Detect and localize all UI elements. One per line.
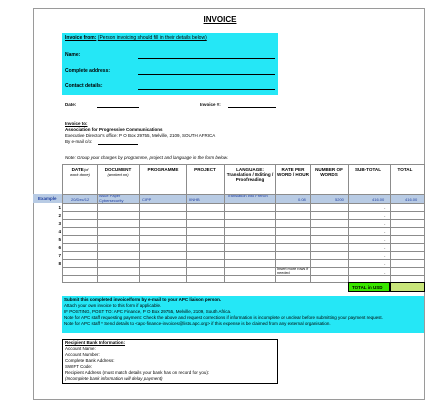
grid-row-line [62, 211, 424, 212]
example-programme: CIPP [142, 197, 152, 202]
note-line-3: IF POSTING, POST TO: APC Finance, P O Box 29755, Melville, 2109, South Africa. [64, 309, 232, 314]
invoice-to-email-label: By e-mail c/o: [65, 139, 93, 144]
column-header-words: NUMBER OF WORDS [315, 167, 343, 177]
column-header-date-title: DATE [71, 167, 84, 172]
invoice-title: INVOICE [203, 15, 237, 24]
row-subtotal: - [384, 221, 386, 226]
bank-account-name: Account Name: [65, 346, 96, 351]
column-header-programme: PROGRAMME [147, 167, 179, 172]
address-label: Complete address: [65, 68, 111, 74]
grid-row-line [62, 203, 424, 204]
bank-recipient-address: Recipient Address (must match details your bank has on record for you): [65, 370, 210, 375]
column-header-language: LANGUAGE: Translation / Editing / Proofreading [226, 167, 274, 182]
grid-row-line [62, 243, 424, 244]
row-number: 4 [58, 229, 61, 234]
bank-account-number: Account Number: [65, 352, 100, 357]
invoice-from-note: (Person invoicing should fill in their details below) [97, 35, 207, 41]
column-header-document-sub: (worked on) [107, 172, 129, 177]
bank-heading: Recipient Bank Information: [65, 340, 126, 345]
grid-row-line [62, 251, 424, 252]
grid-column-line [139, 164, 140, 282]
row-number: 3 [58, 221, 61, 226]
row-subtotal: - [384, 261, 386, 266]
grid-column-line [62, 164, 63, 282]
grid-row-line [62, 227, 424, 228]
example-document: Issue Paper Cybersecurity [99, 193, 124, 203]
bank-warning: (Incomplete bank information will delay payment) [65, 376, 163, 381]
grid-row-line [62, 267, 424, 268]
row-subtotal: - [384, 213, 386, 218]
example-total: 416.00 [405, 197, 418, 202]
grid-row-line [62, 235, 424, 236]
row-number: 7 [58, 253, 61, 258]
row-number: 2 [58, 213, 61, 218]
contact-field[interactable] [138, 89, 275, 90]
grid-column-line [310, 164, 311, 282]
example-project: IINHB [189, 197, 200, 202]
row-number: 5 [58, 237, 61, 242]
row-subtotal: - [384, 229, 386, 234]
grid-row-line [62, 164, 424, 165]
column-header-subtotal: SUB-TOTAL [354, 167, 382, 172]
invoice-number-label: Invoice #: [200, 102, 221, 107]
invoice-from-label: Invoice from: [65, 35, 97, 41]
column-header-date-suffix: (of [83, 167, 89, 172]
note-line-5: Note for APC staff * Send details to <apc-finance-invoices@lists.apc.org> if this expense is be claimed from any external organisation. [64, 321, 331, 326]
invoice-to-heading: Invoice to: [65, 121, 88, 126]
example-label: Example [38, 196, 57, 201]
grouping-note: Note: Group your charges by programme, project and language in the form below. [65, 155, 229, 160]
row-number: 1 [58, 205, 61, 210]
grid-column-line [97, 164, 98, 282]
grid-column-line [424, 164, 425, 282]
example-subtotal: 416.00 [372, 197, 385, 202]
date-field[interactable] [97, 107, 139, 108]
grid-column-line [224, 164, 225, 282]
column-header-document [98, 167, 138, 177]
grid-column-line [275, 164, 276, 282]
column-header-document-title: DOCUMENT [104, 167, 132, 172]
column-header-project: PROJECT [194, 167, 216, 172]
grid-column-line [348, 164, 349, 282]
row-subtotal: - [384, 253, 386, 258]
grid-row-line [62, 275, 424, 276]
example-language: Translation into French [227, 193, 268, 198]
bank-address: Complete Bank Address: [65, 358, 115, 363]
total-label: TOTAL in USD [348, 282, 390, 292]
note-line-4: Note for APC staff requesting payment: Check the above and request corrections if information is incomplete or unclear before submitting your payment request. [64, 315, 383, 320]
address-field[interactable] [138, 74, 275, 75]
example-rate: 0.08 [298, 197, 306, 202]
column-header-total: TOTAL [397, 167, 413, 172]
row-number: 8 [58, 261, 61, 266]
note-line-1: Submit this completed invoice/form by e-mail to your APC liaison person. [64, 297, 222, 302]
date-label: Date: [65, 102, 77, 107]
grid-row-line [62, 194, 424, 195]
grid-row-line [62, 219, 424, 220]
insert-rows-note: Insert more rows if needed [277, 267, 309, 275]
name-label: Name: [65, 52, 81, 58]
column-header-date [64, 167, 96, 177]
grid-row-line [62, 259, 424, 260]
row-number: 6 [58, 245, 61, 250]
invoice-number-field[interactable] [228, 107, 276, 108]
bank-swift: SWIFT Code: [65, 364, 93, 369]
grid-column-line [186, 164, 187, 282]
name-field[interactable] [138, 58, 275, 59]
note-line-2: Attach your own invoice to this form if applicable. [64, 303, 162, 308]
column-header-date-sub: work done) [70, 172, 90, 177]
row-subtotal: - [384, 237, 386, 242]
invoice-to-email-field[interactable] [98, 144, 138, 145]
invoice-from-heading [65, 35, 207, 41]
column-header-rate: RATE PER WORD / HOUR [277, 167, 309, 177]
contact-label: Contact details: [65, 83, 103, 89]
row-subtotal: - [384, 245, 386, 250]
example-date: 20/Dec/12 [71, 197, 90, 202]
invoice-to-org: Association for Progressive Communications [65, 127, 163, 132]
row-subtotal: - [384, 205, 386, 210]
invoice-to-address: Executive Director's office: P O Box 29755, Melville, 2109, SOUTH AFRICA [65, 133, 216, 138]
row-subtotal: - [384, 270, 386, 275]
total-value [390, 282, 425, 292]
example-words: 5200 [335, 197, 344, 202]
grid-column-line [390, 164, 391, 282]
